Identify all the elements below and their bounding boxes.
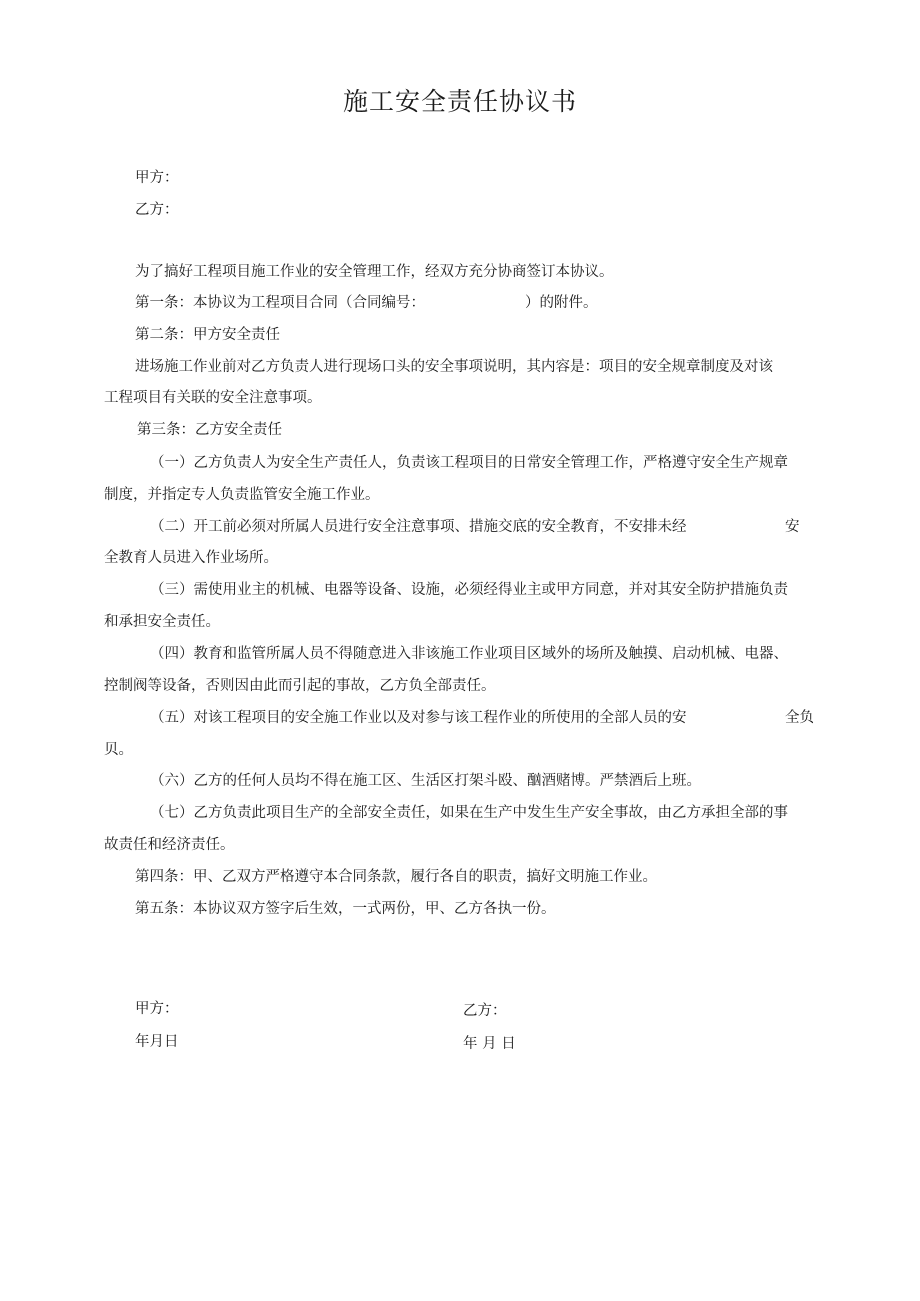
article-3-item-7-line-1: （七）乙方负责此项目生产的全部安全责任，如果在生产中发生生产安全事故，由乙方承担全部的事: [150, 805, 788, 821]
article-3-item-5-line-1a: （五）对该工程项目的安全施工作业以及对参与该工程作业的所使用的全部人员的安: [150, 710, 687, 726]
signature-party-a-label: 甲方：: [135, 1001, 179, 1017]
article-3-item-2-line-1b: 安: [785, 519, 800, 535]
article-3-item-5-line-1b: 全负: [785, 710, 814, 726]
signature-party-a-date: 年月日: [135, 1034, 179, 1050]
article-3-item-2-line-1a: （二）开工前必须对所属人员进行安全注意事项、措施交底的安全教育，不安排未经: [150, 519, 687, 535]
article-3-heading: 第三条：乙方安全责任: [137, 422, 282, 438]
article-3-item-4-line-2: 控制阀等设备，否则因由此而引起的事故，乙方负全部责任。: [104, 678, 496, 694]
article-2-body-line-2: 工程项目有关联的安全注意事项。: [104, 390, 322, 406]
article-1: [135, 293, 598, 313]
article-3-item-4-line-1: （四）教育和监管所属人员不得随意进入非该施工作业项目区域外的场所及触摸、启动机械、电器、: [150, 646, 788, 662]
article-3-item-3-line-2: 和承担安全责任。: [104, 614, 220, 630]
article-3-item-5-line-2: 贝。: [104, 742, 133, 758]
article-1-text: 第一条：本协议为工程项目合同（合同编号：: [135, 295, 425, 311]
article-3-item-1-line-1: （一）乙方负责人为安全生产责任人，负责该工程项目的日常安全管理工作，严格遵守安全生产规章: [150, 455, 788, 471]
document-title: 施工安全责任协议书: [342, 87, 577, 116]
signature-party-b-date: 年 月 日: [463, 1036, 516, 1052]
article-3-item-7-line-2: 故责任和经济责任。: [104, 837, 235, 853]
article-1-suffix: ）的附件。: [525, 295, 598, 311]
article-3-item-1-line-2: 制度，并指定专人负责监管安全施工作业。: [104, 487, 380, 503]
article-2-heading: 第二条：甲方安全责任: [135, 327, 280, 343]
party-b-label: 乙方：: [135, 202, 179, 218]
party-a-label: 甲方：: [135, 170, 179, 186]
signature-party-b-label: 乙方：: [463, 1003, 507, 1019]
article-4: 第四条：甲、乙双方严格遵守本合同条款，履行各自的职责，搞好文明施工作业。: [135, 869, 657, 885]
article-3-item-2-line-2: 全教育人员进入作业场所。: [104, 550, 278, 566]
intro-paragraph: 为了搞好工程项目施工作业的安全管理工作，经双方充分协商签订本协议。: [135, 264, 614, 280]
article-3-item-6: （六）乙方的任何人员均不得在施工区、生活区打架斗殴、酗酒赌博。严禁酒后上班。: [150, 773, 701, 789]
article-3-item-3-line-1: （三）需使用业主的机械、电器等设备、设施，必须经得业主或甲方同意，并对其安全防护措施负责: [150, 582, 788, 598]
article-2-body-line-1: 进场施工作业前对乙方负责人进行现场口头的安全事项说明，其内容是：项目的安全规章制度及对该: [135, 359, 773, 375]
article-5: 第五条：本协议双方签字后生效，一式两份，甲、乙方各执一份。: [135, 901, 556, 917]
